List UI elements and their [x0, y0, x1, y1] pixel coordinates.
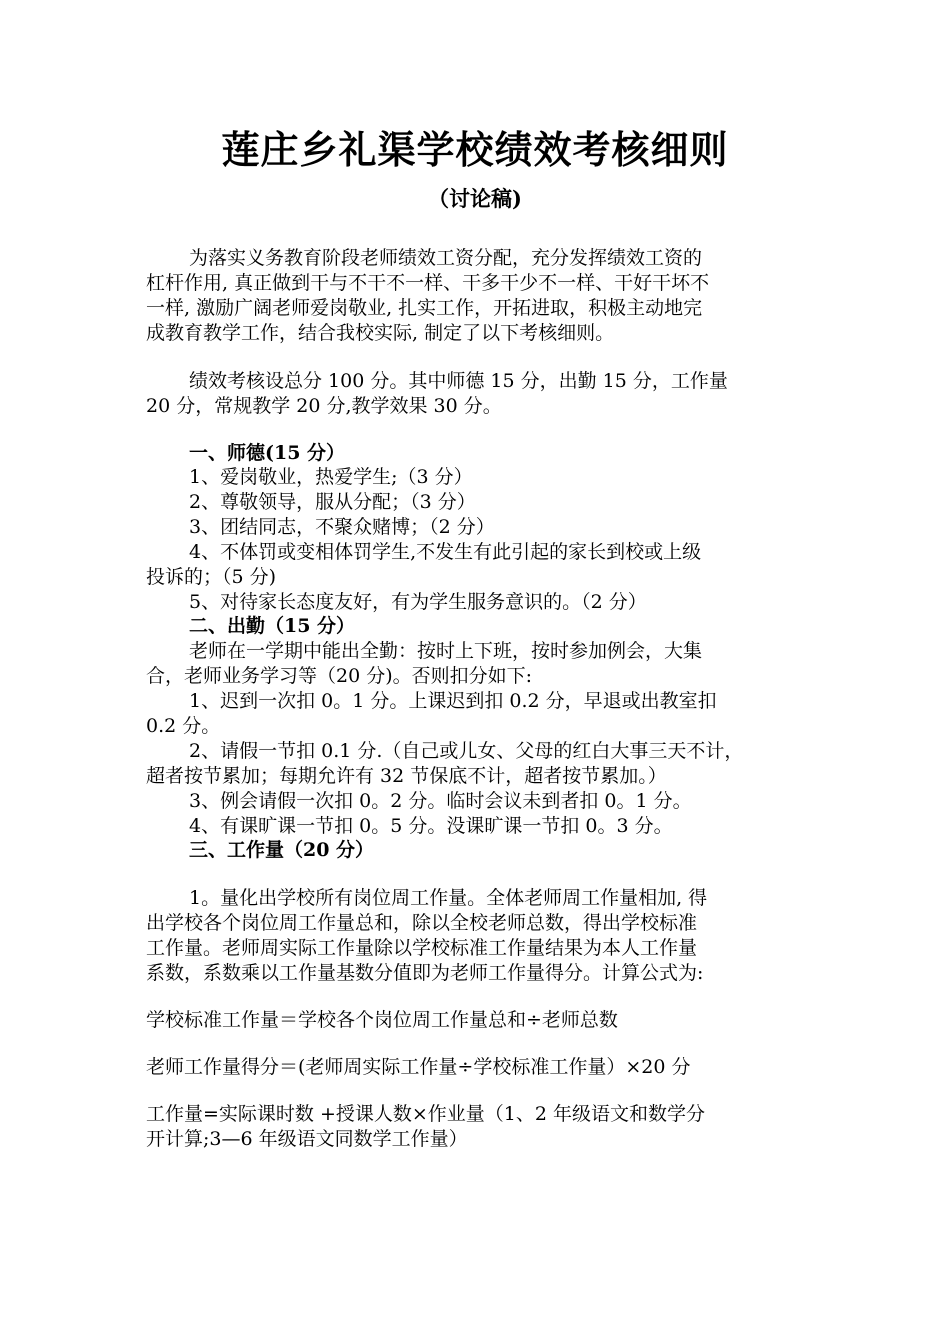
formula-line: 学校标准工作量＝学校各个岗位周工作量总和÷老师总数	[146, 1009, 618, 1031]
list-item: 3、例会请假一次扣 0。2 分。临时会议未到者扣 0。1 分。	[189, 790, 692, 812]
list-item: 超者按节累加；每期允许有 32 节保底不计，超者按节累加。）	[146, 765, 667, 787]
list-item: 0.2 分。	[146, 715, 221, 737]
total-score-line: 绩效考核设总分 100 分。其中师德 15 分，出勤 15 分，工作量	[189, 370, 728, 392]
intro-line: 为落实义务教育阶段老师绩效工资分配，充分发挥绩效工资的	[189, 247, 703, 269]
intro-line: 一样, 激励广阔老师爱岗敬业, 扎实工作，开拓进取，积极主动地完	[146, 297, 703, 319]
formula-line: 工作量=实际课时数 +授课人数×作业量（1、2 年级语文和数学分	[146, 1103, 706, 1125]
intro-line: 杠杆作用, 真正做到干与不干不一样、干多干少不一样、干好干坏不	[146, 272, 710, 294]
intro-line: 成教育教学工作，结合我校实际, 制定了以下考核细则。	[146, 322, 615, 344]
section-heading-ethics: 一、师德(15 分）	[189, 442, 346, 464]
list-item: 2、请假一节扣 0.1 分.（自己或儿女、父母的红白大事三天不计，	[189, 740, 744, 762]
paragraph-line: 1。量化出学校所有岗位周工作量。全体老师周工作量相加, 得	[189, 887, 708, 909]
formula-line: 开计算;3—6 年级语文同数学工作量）	[146, 1128, 468, 1150]
list-item: 3、团结同志，不聚众赌博；（2 分）	[189, 516, 495, 538]
paragraph-line: 出学校各个岗位周工作量总和，除以全校老师总数，得出学校标准	[146, 912, 698, 934]
list-item: 投诉的；（5 分)	[146, 566, 277, 588]
list-item: 4、不体罚或变相体罚学生,不发生有此引起的家长到校或上级	[189, 541, 702, 563]
total-score-line: 20 分，常规教学 20 分,教学效果 30 分。	[146, 395, 502, 417]
list-item: 1、迟到一次扣 0。1 分。上课迟到扣 0.2 分，早退或出教室扣	[189, 690, 717, 712]
list-item: 5、对待家长态度友好，有为学生服务意识的。（2 分）	[189, 591, 647, 613]
document-subtitle: （讨论稿)	[428, 186, 522, 211]
paragraph-line: 系数，系数乘以工作量基数分值即为老师工作量得分。计算公式为:	[146, 962, 704, 984]
formula-line: 老师工作量得分＝(老师周实际工作量÷学校标准工作量）×20 分	[146, 1056, 691, 1078]
list-item: 2、尊敬领导，服从分配；（3 分）	[189, 491, 476, 513]
section-heading-attendance: 二、出勤（15 分）	[189, 615, 356, 637]
section-heading-workload: 三、工作量（20 分）	[189, 839, 375, 861]
list-item: 1、爱岗敬业，热爱学生;（3 分）	[189, 466, 473, 488]
paragraph-line: 工作量。老师周实际工作量除以学校标准工作量结果为本人工作量	[146, 937, 698, 959]
document-title: 莲庄乡礼渠学校绩效考核细则	[221, 127, 729, 172]
paragraph-line: 老师在一学期中能出全勤：按时上下班，按时参加例会，大集	[189, 640, 703, 662]
paragraph-line: 合，老师业务学习等（20 分)。否则扣分如下:	[146, 665, 533, 687]
list-item: 4、有课旷课一节扣 0。5 分。没课旷课一节扣 0。3 分。	[189, 815, 673, 837]
